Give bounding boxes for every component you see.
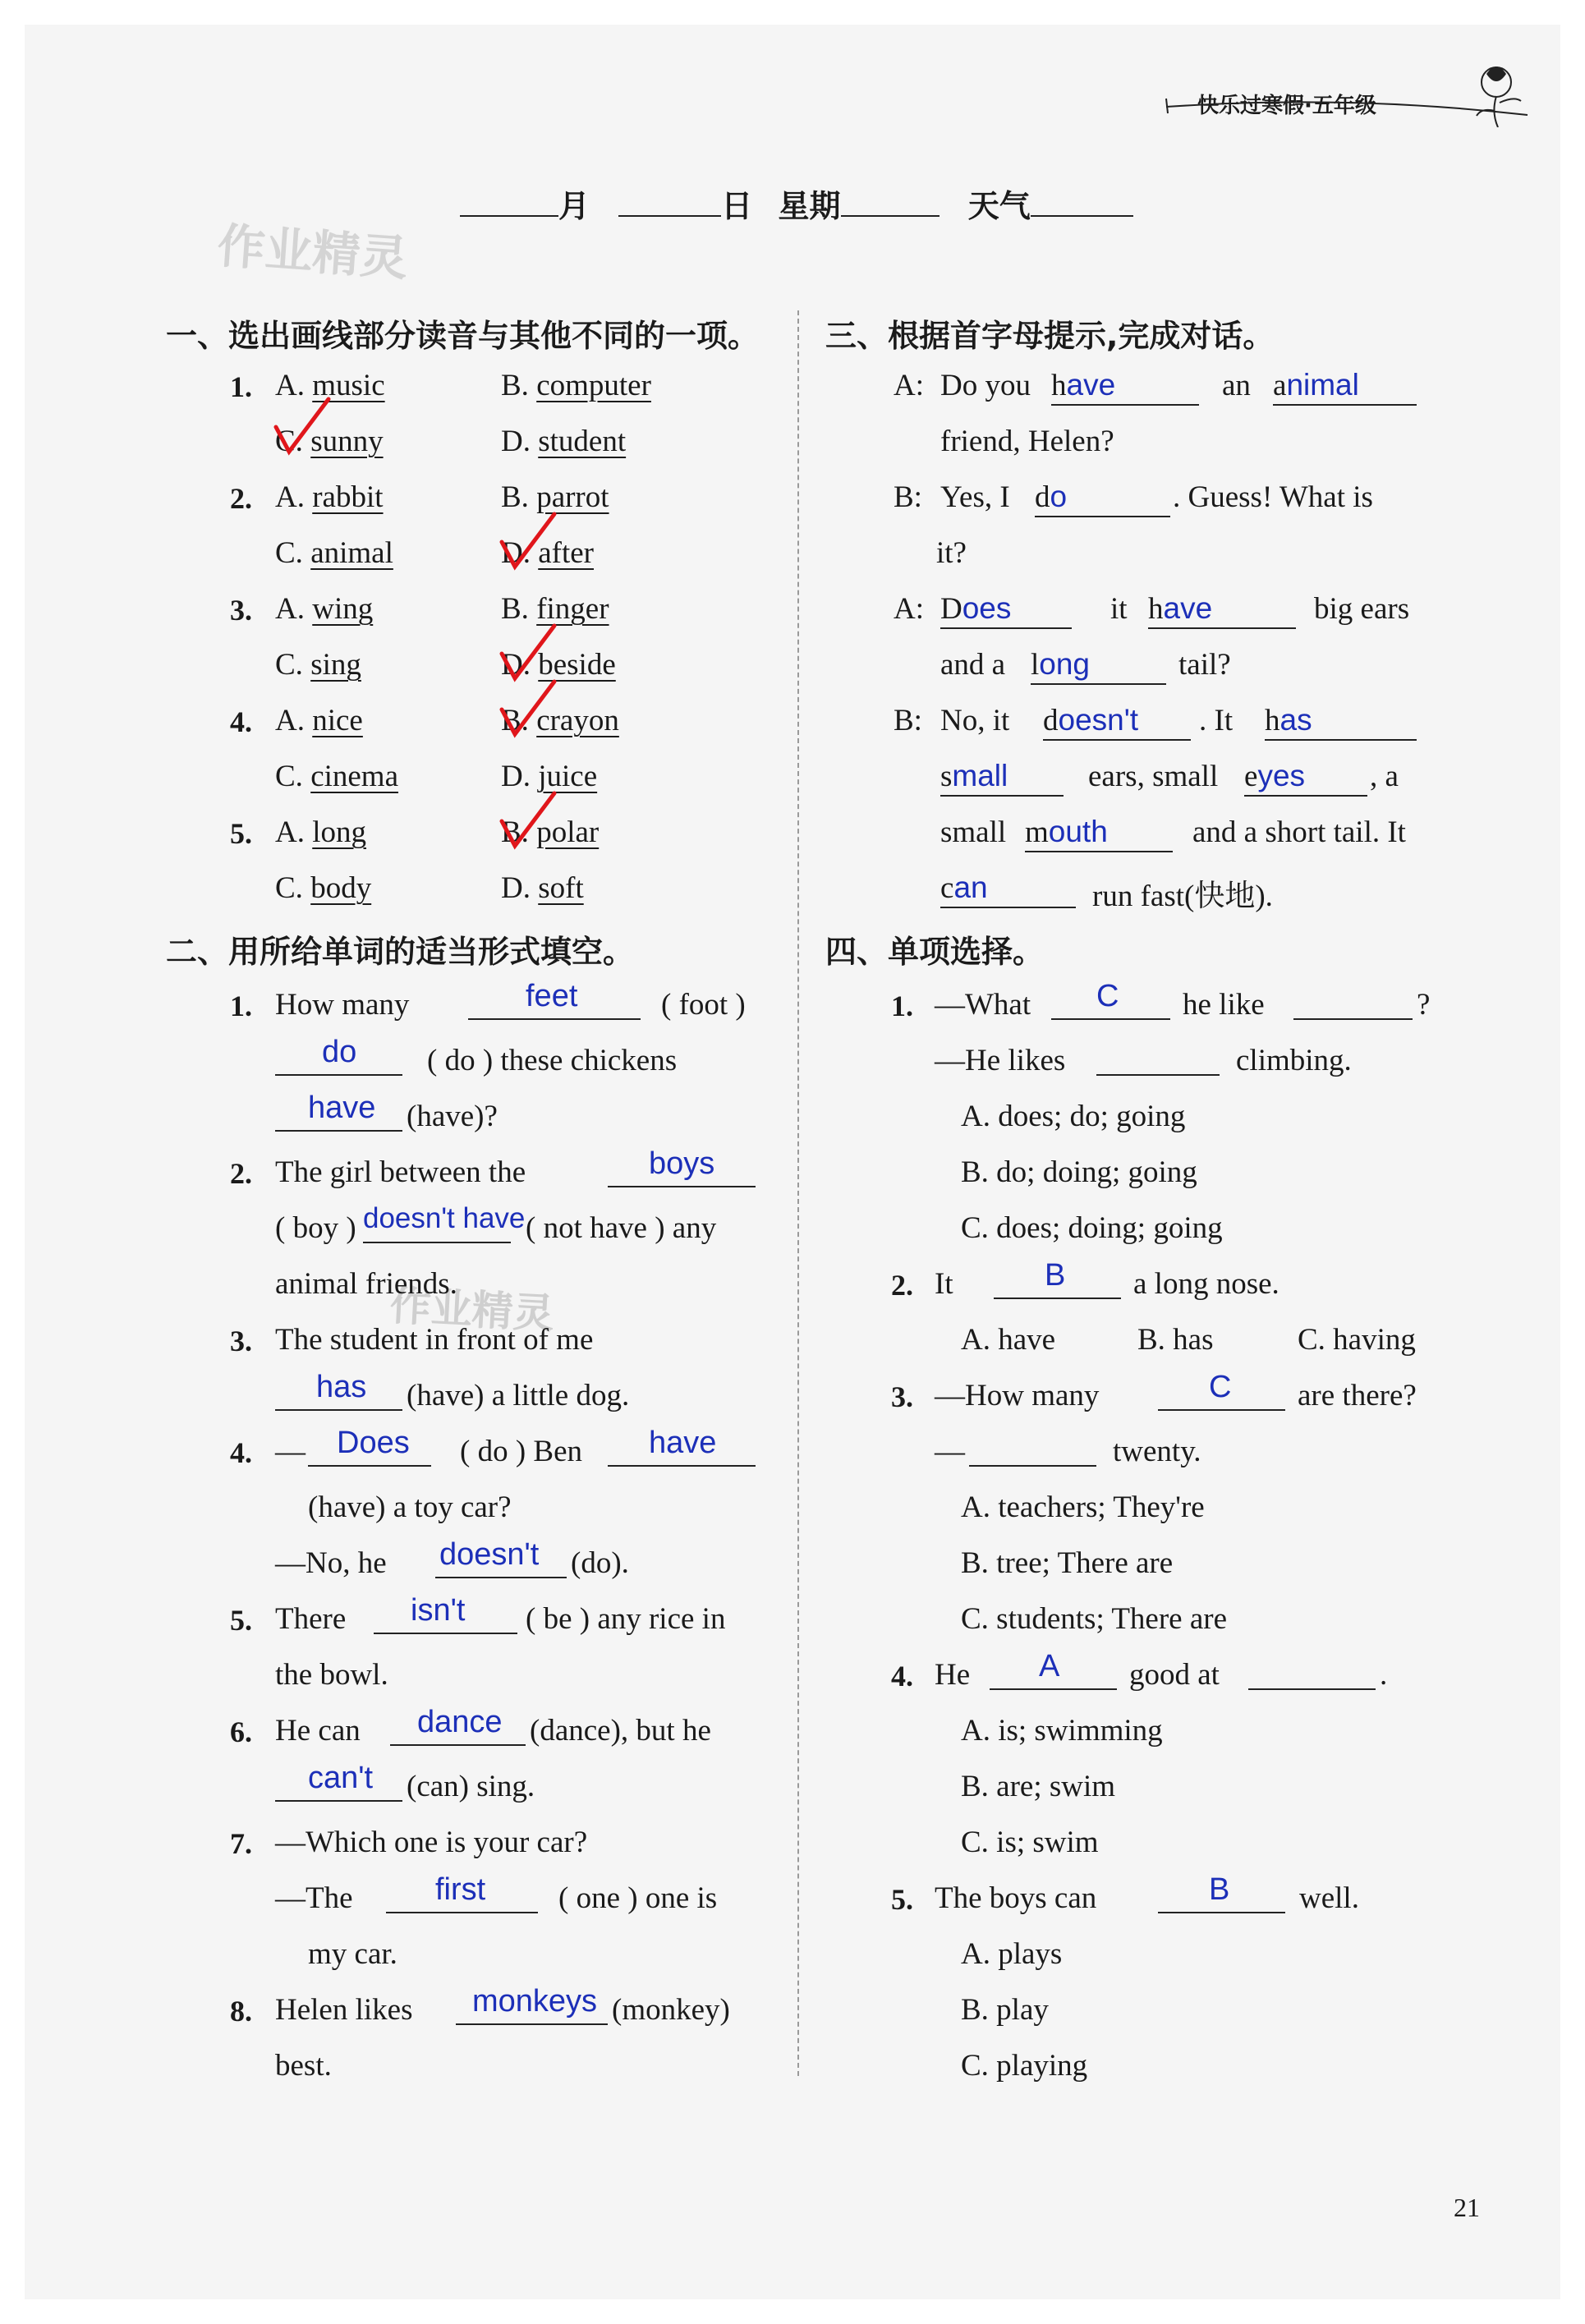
s2-q8-number: 8.: [230, 1995, 252, 2028]
s2-q1-hint: ( foot ): [661, 988, 746, 1022]
s3-l3-blank-1[interactable]: do: [1035, 480, 1170, 517]
check-mark-icon: [497, 788, 563, 854]
s4-q1-text: —What: [935, 988, 1031, 1022]
s2-q1-text: How many: [275, 988, 410, 1022]
s1-q1-a-word: music: [312, 369, 385, 402]
s3-l6-blank-1[interactable]: long: [1031, 647, 1166, 685]
watermark-top: 作业精灵: [215, 217, 410, 287]
s3-l6-text-2: tail?: [1178, 648, 1231, 682]
s4-q1-blank-2[interactable]: [1293, 987, 1413, 1020]
s1-q5-number: 5.: [230, 817, 252, 850]
s3-l3-text-2: . Guess! What is: [1173, 480, 1373, 514]
page-number: 21: [1454, 2193, 1480, 2222]
s1-q1-option-a: A. music: [275, 369, 385, 402]
s1-q2-number: 2.: [230, 482, 252, 515]
section2-title: 二、用所给单词的适当形式填空。: [166, 934, 635, 970]
s3-speaker-b: B:: [894, 480, 922, 514]
s1-q4-option-c: C. cinema: [275, 760, 399, 793]
s3-l8-blank-1[interactable]: small: [940, 759, 1064, 797]
s3-l10-text: run fast(快地).: [1092, 880, 1273, 913]
s2-q4-text-2: (have) a toy car?: [308, 1490, 512, 1524]
s2-q2-answer-2: doesn't have: [363, 1202, 526, 1234]
s1-q1-option-b: B. computer: [501, 369, 651, 402]
s3-l8-text: ears, small: [1088, 760, 1219, 793]
s2-q2-text: The girl between the: [275, 1155, 526, 1189]
s1-q5-option-d: D. soft: [501, 871, 584, 905]
s2-q2-hint-2: ( not have ) any: [526, 1211, 717, 1245]
s1-q2-option-c: C. animal: [275, 536, 393, 570]
s4-q1-text-4: climbing.: [1236, 1044, 1352, 1077]
s4-q4-option-c: C. is; swim: [961, 1826, 1099, 1859]
s4-q3-number: 3.: [891, 1380, 913, 1413]
s3-l2-text: friend, Helen?: [940, 425, 1114, 458]
s3-speaker-a-2: A:: [894, 592, 924, 626]
s4-q3-text: —How many: [935, 1379, 1100, 1412]
s1-q3-option-a: A. wing: [275, 592, 374, 626]
s2-q4-hint-3: (do).: [571, 1546, 629, 1580]
s2-q1-answer-1: feet: [526, 979, 578, 1013]
s4-q3-blank-2[interactable]: [969, 1434, 1096, 1467]
s4-q3-option-a: A. teachers; They're: [961, 1490, 1205, 1524]
s4-q4-text-2: good at: [1129, 1658, 1220, 1692]
s2-q5-number: 5.: [230, 1604, 252, 1637]
s2-q6-answer-1: dance: [417, 1705, 503, 1739]
column-divider: [797, 310, 799, 2076]
s2-q1-answer-3: have: [308, 1091, 376, 1125]
s2-q1-text-3: (have)?: [407, 1100, 498, 1133]
s2-q7-text-2: —The: [275, 1881, 353, 1915]
day-label: 日: [721, 188, 753, 224]
s2-q3-answer-1: has: [316, 1370, 367, 1404]
s2-q3-text: The student in front of me: [275, 1323, 594, 1357]
s3-l10-blank-1[interactable]: can: [940, 870, 1076, 908]
s1-q1-option-c: C. sunny: [275, 425, 384, 458]
s4-q2-option-c: C. having: [1298, 1323, 1416, 1357]
s1-q1-option-d: D. student: [501, 425, 627, 458]
s4-q4-option-b: B. are; swim: [961, 1770, 1116, 1803]
s2-q4-number: 4.: [230, 1436, 252, 1469]
s4-q2-text-2: a long nose.: [1133, 1267, 1279, 1301]
s2-q4-answer-3: doesn't: [439, 1537, 540, 1572]
s4-q4-number: 4.: [891, 1660, 913, 1692]
s4-q4-option-a: A. is; swimming: [961, 1714, 1163, 1748]
s2-q6-number: 6.: [230, 1715, 252, 1748]
s2-q7-text: —Which one is your car?: [275, 1826, 588, 1859]
s3-l6-text: and a: [940, 648, 1006, 682]
s1-q2-option-d: D. after: [501, 536, 595, 570]
s2-q1-answer-2: do: [322, 1035, 357, 1069]
s4-q1-text-2: he like: [1183, 988, 1265, 1022]
weather-label: 天气: [967, 188, 1031, 224]
s4-q5-answer: B: [1209, 1872, 1230, 1907]
s3-l4-text: it?: [936, 536, 967, 570]
s3-l3-text: Yes, I: [940, 480, 1010, 514]
s1-q1-number: 1.: [230, 370, 252, 403]
s2-q2-hint-1: ( boy ): [275, 1211, 356, 1245]
month-label: 月: [558, 188, 590, 224]
s2-q5-text: There: [275, 1602, 347, 1636]
s2-q1-number: 1.: [230, 990, 252, 1022]
s2-q4-dash: —: [275, 1435, 306, 1468]
s4-q1-text-3: —He likes: [935, 1044, 1066, 1077]
s2-q8-answer-1: monkeys: [472, 1984, 598, 2019]
s1-q2-option-a: A. rabbit: [275, 480, 384, 514]
s4-q2-answer: B: [1045, 1258, 1066, 1293]
s3-l1-blank-2[interactable]: animal: [1273, 368, 1417, 406]
s3-l5-blank-1[interactable]: Does: [940, 591, 1072, 629]
s2-q7-text-3: my car.: [308, 1937, 397, 1971]
s4-q4-blank-2[interactable]: [1248, 1657, 1376, 1690]
s2-q6-text-2: (can) sing.: [407, 1770, 535, 1803]
s3-speaker-b-2: B:: [894, 704, 922, 737]
s4-q4-answer: A: [1039, 1649, 1060, 1683]
s4-q5-option-a: A. plays: [961, 1937, 1063, 1971]
s2-q4-answer-2: have: [649, 1426, 717, 1460]
s1-q3-number: 3.: [230, 594, 252, 627]
s1-q3-option-d: D. beside: [501, 648, 616, 682]
section3-title: 三、根据首字母提示,完成对话。: [825, 318, 1275, 354]
s4-q5-number: 5.: [891, 1883, 913, 1916]
s4-q3-text-2: are there?: [1298, 1379, 1417, 1412]
s3-l8-text-2: , a: [1370, 760, 1399, 793]
s2-q8-text-2: best.: [275, 2049, 332, 2083]
s4-q3-option-b: B. tree; There are: [961, 1546, 1174, 1580]
s4-q1-answer: C: [1096, 979, 1119, 1013]
s2-q8-hint: (monkey): [612, 1993, 730, 2027]
s4-q1-blank-3[interactable]: [1096, 1043, 1220, 1076]
s2-q5-answer-1: isn't: [411, 1593, 466, 1628]
s3-l7-blank-2[interactable]: has: [1265, 703, 1417, 741]
s3-l9-text: small: [940, 815, 1007, 849]
s1-q5-option-b: B. polar: [501, 815, 600, 849]
s3-l7-text: No, it: [940, 704, 1010, 737]
section4-title: 四、单项选择。: [825, 934, 1045, 970]
s2-q4-answer-1: Does: [337, 1426, 410, 1460]
s3-l1-text: Do you: [940, 369, 1031, 402]
s1-q4-option-b: B. crayon: [501, 704, 619, 737]
s2-q4-text-3: —No, he: [275, 1546, 387, 1580]
s3-l5-blank-2[interactable]: have: [1148, 591, 1296, 629]
s3-speaker-a: A:: [894, 369, 924, 402]
check-mark-icon: [271, 394, 337, 460]
s1-q3-option-c: C. sing: [275, 648, 361, 682]
s3-l7-text-2: . It: [1199, 704, 1234, 737]
s4-q3-text-3: twenty.: [1113, 1435, 1201, 1468]
s4-q2-option-b: B. has: [1137, 1323, 1214, 1357]
s3-l9-text-2: and a short tail. It: [1192, 815, 1406, 849]
s4-q5-text: The boys can: [935, 1881, 1097, 1915]
check-mark-icon: [497, 509, 563, 575]
s4-q3-option-c: C. students; There are: [961, 1602, 1228, 1636]
s4-q1-option-a: A. does; do; going: [961, 1100, 1186, 1133]
s3-l7-blank-1[interactable]: doesn't: [1043, 703, 1191, 741]
s4-q1-option-b: B. do; doing; going: [961, 1155, 1197, 1189]
s4-q2-number: 2.: [891, 1269, 913, 1302]
weekday-label: 星期: [778, 188, 841, 224]
s4-q5-option-c: C. playing: [961, 2049, 1088, 2083]
s2-q7-answer-1: first: [435, 1872, 486, 1907]
s1-q3-option-b: B. finger: [501, 592, 609, 626]
s1-q5-option-a: A. long: [275, 815, 367, 849]
s1-q4-option-a: A. nice: [275, 704, 363, 737]
s4-q5-text-2: well.: [1299, 1881, 1359, 1915]
s4-q3-answer: C: [1209, 1370, 1232, 1404]
s4-q4-text: He: [935, 1658, 971, 1692]
watermark-middle: 作业精灵: [388, 1281, 556, 1339]
s3-l5-text-2: big ears: [1314, 592, 1410, 626]
s2-q8-text: Helen likes: [275, 1993, 413, 2027]
s2-q4-hint-1: ( do ) Ben: [460, 1435, 582, 1468]
s2-q6-answer-2: can't: [308, 1761, 374, 1795]
s2-q5-hint: ( be ) any rice in: [526, 1602, 726, 1636]
worksheet-page: [25, 25, 1560, 2299]
s2-q7-number: 7.: [230, 1827, 252, 1860]
s4-q2-text: It: [935, 1267, 953, 1301]
s3-l8-blank-2[interactable]: eyes: [1244, 759, 1367, 797]
s3-l1-blank-1[interactable]: have: [1051, 368, 1199, 406]
s2-q6-hint: (dance), but he: [530, 1714, 711, 1748]
s1-q4-option-d: D. juice: [501, 760, 598, 793]
date-line: [460, 181, 1133, 226]
s1-q2-option-b: B. parrot: [501, 480, 609, 514]
s2-q2-text-3: animal friends.: [275, 1267, 457, 1301]
s2-q1-text-2: ( do ) these chickens: [427, 1044, 678, 1077]
s3-l9-blank-1[interactable]: mouth: [1025, 815, 1173, 852]
section1-title: 一、选出画线部分读音与其他不同的一项。: [166, 318, 760, 354]
s2-q2-answer-1: boys: [649, 1146, 715, 1181]
s3-l5-text: it: [1110, 592, 1128, 626]
s3-l1-text-2: an: [1222, 369, 1251, 402]
header-title: 快乐过寒假·五年级: [1197, 94, 1376, 118]
s2-q7-hint: ( one ) one is: [558, 1881, 718, 1915]
s1-q5-option-c: C. body: [275, 871, 372, 905]
s4-q1-qmark: ?: [1417, 988, 1431, 1022]
check-mark-icon: [497, 677, 563, 742]
s4-q1-option-c: C. does; doing; going: [961, 1211, 1223, 1245]
s4-q3-dash: —: [935, 1435, 965, 1468]
s4-q5-option-b: B. play: [961, 1993, 1049, 2027]
s4-q1-number: 1.: [891, 990, 913, 1022]
s2-q5-text-2: the bowl.: [275, 1658, 388, 1692]
s4-q2-option-a: A. have: [961, 1323, 1056, 1357]
s4-q4-period: .: [1380, 1658, 1388, 1692]
header-flower-decoration: [1133, 53, 1544, 127]
s1-q4-number: 4.: [230, 705, 252, 738]
s2-q2-number: 2.: [230, 1157, 252, 1190]
s2-q3-number: 3.: [230, 1325, 252, 1357]
s2-q3-text-2: (have) a little dog.: [407, 1379, 630, 1412]
s2-q6-text: He can: [275, 1714, 361, 1748]
